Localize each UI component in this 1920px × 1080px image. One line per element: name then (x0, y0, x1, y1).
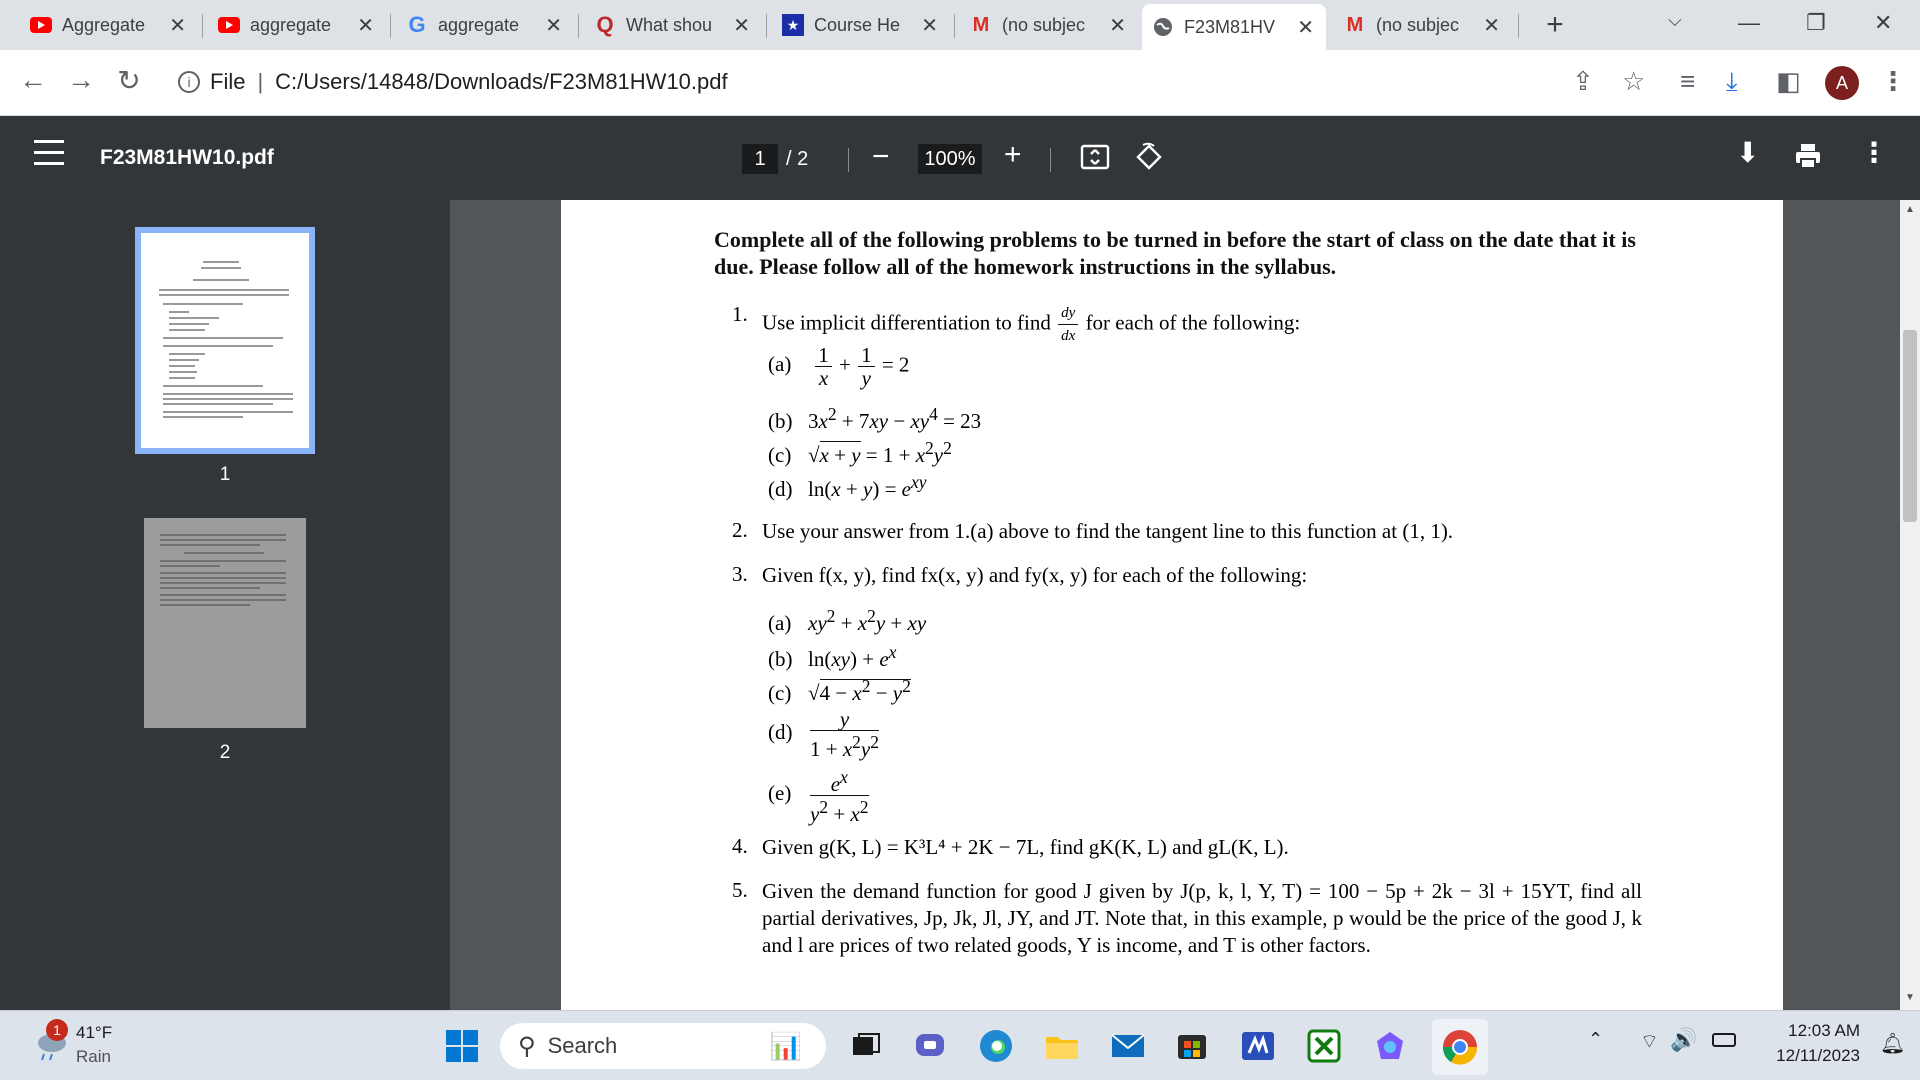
google-icon: G (408, 12, 426, 37)
clock-date[interactable]: 12/11/2023 (1776, 1046, 1860, 1065)
question-text: Use implicit differentiation to find (762, 310, 1051, 335)
dy-dx-fraction: $\frac{dy}{dx}$ (1058, 302, 1078, 347)
question-number: 3. (732, 562, 748, 586)
mail-icon[interactable] (1108, 1025, 1148, 1067)
omnibox[interactable] (166, 60, 1666, 104)
tab-aggregate-youtube-2[interactable] (208, 6, 386, 44)
question-text: Given f(x, y), find fx(x, y) and fy(x, y) for each of the following: (762, 563, 1308, 587)
weather-temp[interactable]: 41°F (76, 1023, 113, 1042)
hamburger-menu-icon[interactable] (34, 140, 64, 173)
show-hidden-icons-icon[interactable]: ⌃ (1588, 1029, 1604, 1049)
rotate-icon[interactable] (1134, 142, 1164, 177)
question-number: 5. (732, 878, 748, 902)
browser-menu-icon[interactable]: ⋮ (1880, 66, 1906, 96)
close-tab-icon[interactable]: ✕ (921, 14, 938, 37)
xbox-icon[interactable] (1304, 1025, 1344, 1067)
tab-strip (0, 0, 1920, 50)
weather-desc[interactable]: Rain (76, 1047, 111, 1066)
q3-part-d: (d) $\frac{y}{1 + x^2y^2}$ (768, 707, 879, 761)
pdf-toolbar (0, 116, 1920, 200)
fit-page-icon[interactable] (1080, 142, 1110, 177)
notification-bell-icon[interactable]: 🔔︎ (1880, 1033, 1906, 1055)
close-tab-icon[interactable]: ✕ (545, 14, 562, 37)
close-tab-icon[interactable]: ✕ (733, 14, 750, 37)
youtube-icon (218, 14, 240, 36)
weather-badge: 1 (46, 1019, 68, 1041)
search-icon: ⚲ (518, 1032, 536, 1060)
q3-part-a: (a) $xy^2 + x^2y$ + xy (768, 606, 927, 635)
question-text: Given the demand function for good J given by J(p, k, l, Y, T) = 100 − 5p + 2k − 3l + 15YT, find all partial derivatives, Jp, Jk, Jl, JY, and JT. Note that, in this example, p would be the price of the good J, k and l are prices of two related goods, Y is income, and T is other factors. (762, 879, 1642, 957)
reload-button[interactable]: ↻ (117, 65, 141, 96)
scrollbar-thumb[interactable] (1903, 330, 1917, 522)
download-pdf-icon[interactable]: ⬇ (1736, 137, 1760, 168)
part-label: (c) (768, 681, 792, 705)
profile-avatar[interactable]: A (1825, 66, 1859, 100)
page-number-input[interactable]: 1 (742, 144, 778, 174)
store-icon[interactable] (1172, 1025, 1212, 1067)
pdf-more-icon[interactable]: ⋮ (1860, 137, 1888, 168)
tab-title: (no subjec (1376, 14, 1460, 35)
battery-icon[interactable] (1712, 1033, 1736, 1047)
q1-part-a: (a) $\frac{1}{x}$ + $\frac{1}{y}$ = 2 (768, 343, 910, 390)
minimize-button[interactable]: — (1738, 10, 1760, 35)
windows-taskbar (0, 1010, 1920, 1080)
part-label: (a) (768, 352, 792, 377)
tab-course-hero[interactable] (772, 6, 950, 44)
tab-gmail[interactable] (960, 6, 1138, 44)
clock-time[interactable]: 12:03 AM (1788, 1021, 1860, 1040)
tab-search-icon[interactable]: ⌵ (1668, 10, 1682, 30)
tab-title: F23M81HV (1184, 16, 1276, 37)
bookmark-star-icon[interactable]: ☆ (1622, 66, 1646, 96)
close-window-button[interactable]: ✕ (1874, 10, 1893, 35)
q3-part-e: (e) $\frac{e^x}{y^2 + x^2}$ (768, 767, 869, 826)
question-text: Use your answer from 1.(a) above to find the tangent line to this function at (1, 1). (762, 519, 1454, 543)
close-tab-icon[interactable]: ✕ (169, 14, 186, 37)
taskbar-search-placeholder: Search (547, 1033, 618, 1058)
coursehero-icon: ★ (782, 14, 804, 36)
side-panel-icon[interactable]: ◧ (1776, 66, 1801, 96)
part-label: (e) (768, 781, 792, 806)
q3-part-b: (b) $\ln(xy) + e^x$ (768, 642, 897, 671)
new-tab-button[interactable]: + (1546, 8, 1564, 41)
teams-chat-icon[interactable] (910, 1025, 950, 1067)
question-number: 4. (732, 834, 748, 858)
q3-part-c: (c) $√4 - x^2 - y^2$ (768, 676, 911, 705)
url-scheme: File (210, 69, 246, 94)
zoom-out-button[interactable]: − (872, 140, 890, 173)
thumbnail-label-2: 2 (219, 742, 231, 763)
part-label: (d) (768, 477, 793, 501)
thumbnail-label-1: 1 (219, 464, 231, 485)
gmail-icon: M (972, 13, 990, 36)
part-label: (d) (768, 719, 793, 744)
download-icon[interactable]: ⤓ (1726, 66, 1738, 96)
tab-pdf-active[interactable] (1142, 4, 1326, 50)
task-view-icon[interactable] (846, 1025, 886, 1067)
thumbnail-sidebar (0, 200, 450, 1010)
intro-paragraph: Complete all of the following problems to be turned in before the start of class on the date that it is due. Please follow all of the homework instructions in the syllabus. (714, 227, 1636, 279)
pdf-title: F23M81HW10.pdf (100, 146, 274, 169)
info-icon[interactable]: i (178, 71, 200, 93)
close-tab-icon[interactable]: ✕ (1483, 14, 1500, 37)
close-tab-icon[interactable]: ✕ (357, 14, 374, 37)
url-path: C:/Users/14848/Downloads/F23M81HW10.pdf (275, 69, 728, 94)
youtube-icon (30, 14, 52, 36)
tab-title: Course He (814, 14, 901, 35)
edge-icon[interactable] (976, 1025, 1016, 1067)
zoom-input[interactable]: 100% (918, 144, 982, 174)
globe-icon (1152, 16, 1174, 38)
app-icon[interactable] (1238, 1025, 1278, 1067)
forward-button[interactable]: → (67, 64, 95, 95)
question-text: Given g(K, L) = K³L⁴ + 2K − 7L, find gK(K, L) and gL(K, L). (762, 835, 1289, 859)
zoom-in-button[interactable]: + (1004, 138, 1022, 171)
chrome-icon[interactable] (1432, 1019, 1488, 1075)
tab-title: What shou (626, 14, 713, 35)
share-icon[interactable]: ⇪ (1572, 66, 1594, 96)
part-label: (c) (768, 443, 792, 467)
q1-part-b: (b) $3x^2 + 7xy - xy^4 = 23$ (768, 404, 982, 433)
q1-part-d: (d) $\ln(x + y) = e^{xy}$ (768, 472, 927, 501)
vertical-scrollbar[interactable]: ▲ ▼ (1900, 200, 1920, 1010)
thumbnail-page-1[interactable] (135, 227, 315, 454)
close-tab-icon[interactable]: ✕ (1297, 16, 1314, 39)
quora-icon: Q (596, 12, 614, 37)
wifi-icon[interactable]: ⌔ (1640, 1031, 1659, 1053)
back-button[interactable]: ← (19, 64, 47, 95)
chart-widget-icon[interactable]: 📊 (769, 1030, 803, 1061)
url-separator: | (257, 69, 264, 94)
volume-icon[interactable]: 🔊 (1670, 1027, 1698, 1052)
reading-list-icon[interactable]: ≡ (1680, 66, 1696, 96)
gmail-icon: M (1346, 13, 1364, 36)
part-label: (b) (768, 409, 793, 433)
tab-gmail-2[interactable] (1334, 6, 1512, 44)
start-button[interactable] (442, 1025, 482, 1067)
question-text: for each of the following: (1085, 310, 1301, 335)
tab-aggregate-google[interactable] (396, 6, 574, 44)
page-total: / 2 (786, 148, 809, 170)
tab-title: Aggregate (62, 14, 146, 35)
close-tab-icon[interactable]: ✕ (1109, 14, 1126, 37)
part-label: (a) (768, 611, 792, 635)
tab-title: aggregate (250, 14, 332, 35)
pdf-page (561, 200, 1783, 1010)
pdf-viewer (450, 200, 1900, 1010)
file-explorer-icon[interactable] (1042, 1025, 1082, 1067)
part-label: (b) (768, 647, 793, 671)
question-number: 1. (732, 302, 748, 326)
restore-button[interactable]: ❐ (1806, 10, 1826, 35)
q1-part-c: (c) $√x + y = 1 + x^2y^2$ (768, 438, 952, 467)
copilot-icon[interactable] (1370, 1025, 1410, 1067)
tab-aggregate-youtube[interactable] (20, 6, 198, 44)
print-icon[interactable] (1794, 142, 1822, 175)
tab-title: aggregate (438, 14, 520, 35)
address-bar-row (0, 50, 1920, 116)
tab-quora[interactable] (584, 6, 762, 44)
question-number: 2. (732, 518, 748, 542)
thumbnail-page-2[interactable] (144, 518, 306, 728)
tab-title: (no subjec (1002, 14, 1086, 35)
